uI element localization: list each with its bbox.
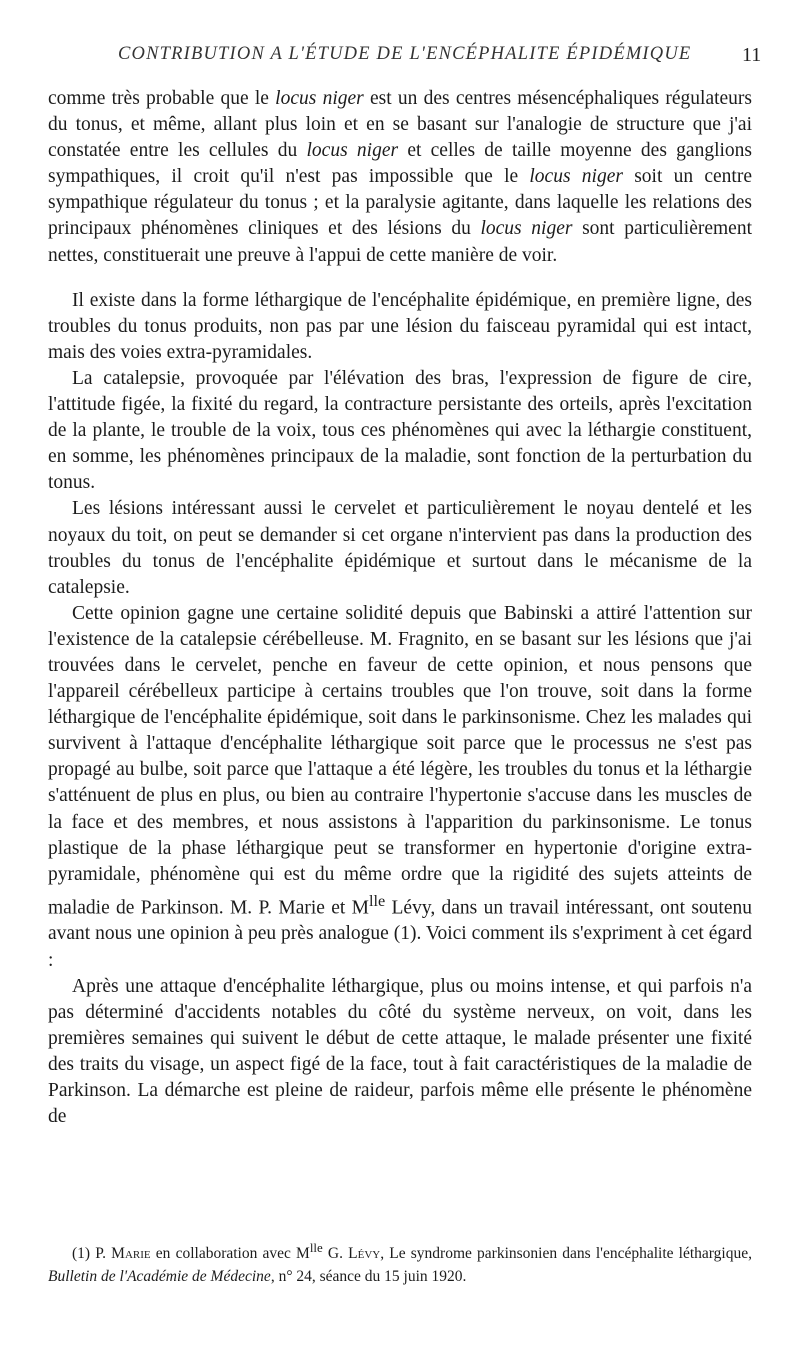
text-run: et celles de taille moyenne des ganglions sympathiques, il croit qu'il n'est pas impossible que le	[48, 140, 752, 188]
italic-term: locus niger	[480, 218, 573, 240]
text-run: Cette opinion gagne une certaine solidité depuis que Babinski a attiré l'attention sur l'existence de la catalepsie cérébelleuse. M. Fragnito, en se basant sur les lésions que j'ai trouvées dans le cervelet, penche en faveur de cette opinion, et nous pensons que l'appareil cérébelleux participe à certains troubles que l'on trouve, soit dans la forme léthargique de l'encéphalite épidémique, soit dans le parkinsonisme. Chez les malades qui survivent à l'attaque d'encéphalite léthargique soit parce que le processus ne s'est pas propagé au bulbe, soit parce que l'attaque a été légère, les troubles du tonus et la léthargie s'atténuent de plus en plus, ou bien au contraire l'hypertonie s'accuse dans les muscles de la face et des membres, et nous assistons à l'apparition du parkinsonisme. Le tonus plastique de la phase léthargique peut se transformer en hypertonie d'origine extra-pyramidale, phénomène qui est du même ordre que la rigidité des sujets atteints de maladie de Parkinson. M. P. Marie et M	[48, 602, 752, 919]
paragraph: Après une attaque d'encéphalite léthargique, plus ou moins intense, et qui parfois n'a pas déterminé d'accidents notables du côté du système nerveux, on voit, dans les premières semaines qui suivent le début de cette attaque, le malade présenter une fixité des traits du visage, un aspect figé de la face, tout à fait caractéristiques de la maladie de Parkinson. La démarche est pleine de raideur, parfois même elle présente le phénomène de	[48, 975, 752, 1128]
text-run: sont particulièrement nettes, constituerait une preuve à l'appui de cette manière de voir.	[48, 218, 753, 266]
footnote-author: Marie	[111, 1245, 151, 1263]
text-run: comme très probable que le	[48, 88, 276, 109]
body-text	[48, 86, 752, 1130]
text-run: , n° 24, séance du 15 juin 1920.	[270, 1268, 467, 1286]
text-run: en collaboration avec M	[150, 1245, 310, 1263]
text-run: Lévy, dans un travail intéressant, ont soutenu avant nous une opinion à peu près analogue (1). Voici comment ils s'expriment à cet égard :	[48, 897, 752, 971]
footnote-author: Lévy	[348, 1245, 381, 1263]
running-header	[0, 44, 800, 76]
footnote	[48, 1236, 752, 1288]
journal-title: Bulletin de l'Académie de Médecine	[48, 1268, 271, 1286]
text-run: , Le syndrome parkinsonien dans l'encéphalite léthargique,	[380, 1245, 752, 1263]
text-run: soit un centre sympathique régulateur du tonus ; et la paralysie agitante, dans laquelle les relations des principaux phénomènes cliniques et des lésions du	[48, 166, 753, 240]
paragraph: Il existe dans la forme léthargique de l'encéphalite épidémique, en première ligne, des troubles du tonus produits, non pas par une lésion du faisceau pyramidal qui est intact, mais des voies extra-pyramidales.	[48, 289, 752, 363]
paragraph: La catalepsie, provoquée par l'élévation des bras, l'expression de figure de cire, l'attitude figée, la fixité du regard, la contracture persistante des orteils, après l'excitation de la plante, le trouble de la voix, tous ces phénomènes qui avec la léthargie constituent, en somme, les phénomènes principaux de la maladie, sont fonction de la perturbation du tonus.	[48, 367, 752, 494]
italic-term: locus niger	[306, 140, 399, 162]
paragraph-continuation	[48, 86, 752, 269]
page-number: 11	[742, 44, 762, 66]
paragraph	[48, 601, 752, 974]
superscript: lle	[368, 891, 386, 910]
text-run: G.	[322, 1245, 349, 1263]
italic-term: locus niger	[529, 166, 623, 188]
superscript: lle	[309, 1240, 323, 1255]
running-title: CONTRIBUTION A L'ÉTUDE DE L'ENCÉPHALITE ÉPIDÉMIQUE	[118, 44, 692, 64]
text-run: est un des centres mésencéphaliques régulateurs du tonus, et même, allant plus loin et en se basant sur l'analogie de structure que j'ai constatée entre les cellules du	[48, 88, 752, 162]
footnote-marker: (1) P.	[72, 1245, 112, 1263]
italic-term: locus niger	[275, 88, 364, 109]
paragraph: Les lésions intéressant aussi le cervelet et particulièrement le noyau dentelé et les noyaux du toit, on peut se demander si cet organe n'intervient pas dans la production des troubles du tonus de l'encéphalite épidémique et surtout dans le mécanisme de la catalepsie.	[48, 498, 752, 598]
